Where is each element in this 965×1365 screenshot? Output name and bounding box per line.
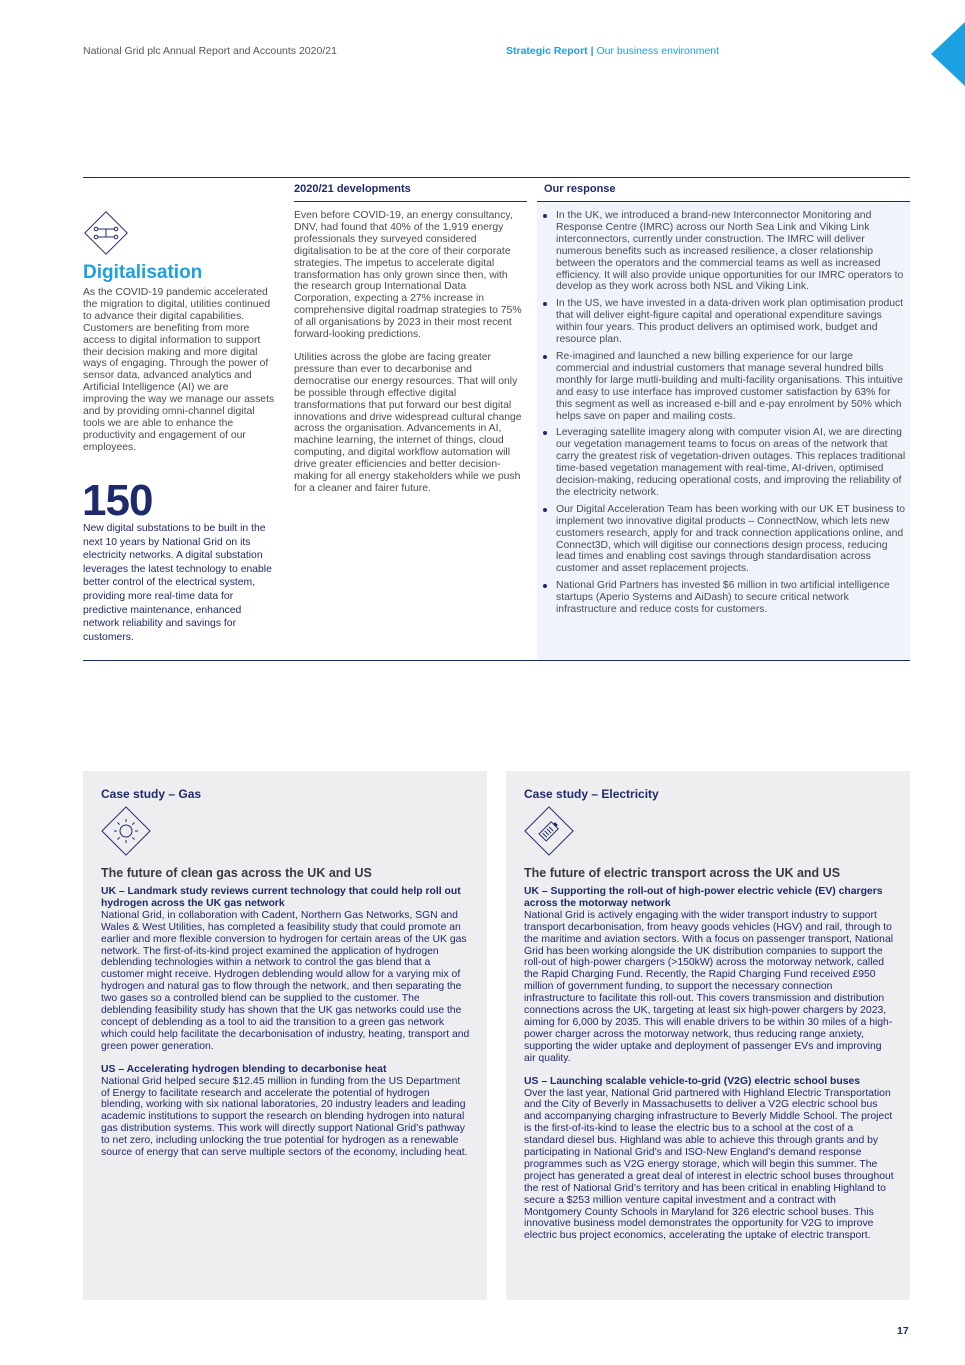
- case-study-electricity: [506, 771, 910, 1300]
- case-elec-subheading: US – Launching scalable vehicle-to-grid (V2G) electric school buses: [524, 1075, 861, 1087]
- report-title: National Grid plc Annual Report and Accounts 2020/21: [83, 45, 337, 57]
- response-item: In the UK, we introduced a brand-new Interconnector Monitoring and Response Centre (IMRC) across our North Sea Link and Viking Link interconnectors, currently under construction. The IMRC will deliver numerous benefits such as increased resilience, a closer relationship between the operators and the commercial teams as well as increased efficiency. It will also provide unique opportunities for our IMRC operators to develop as they work across both NSL and Viking Link.: [541, 210, 906, 293]
- case-study-electricity-text: [524, 886, 894, 1253]
- case-elec-paragraph: National Grid is actively engaging with the wider transport industry to support transport decarbonisation, from heavy goods vehicles (HGV) and rail, through to the maritime and aviation sectors. With a focus on passenger transport, National Grid has been working alongside the UK distribution companies to support the roll-out of high-power chargers (>150kW) across the motorway network, called the Rapid Charging Fund. Recently, the Rapid Charging Fund received £950 million of government funding, to support the necessary connection infrastructure to facilitate this roll-out. This covers transmission and distribution connections across the UK, targeting at least six high-power chargers by 2023, aiming for 6,000 by 2035. This will enable drivers to be within 30 miles of a high-power charger across the motorway network, thus reducing range anxiety, supporting the wider uptake and deployment of passenger EVs and improving air quality.: [524, 909, 894, 1064]
- case-gas-paragraph: National Grid, in collaboration with Cadent, Northern Gas Networks, SGN and Wales & West Utilities, has completed a feasibility study that could promote an earlier and more flexible conversion to hydrogen for certain areas of the UK gas network. The first-of-its-kind project examined the application of hydrogen deblending technologies within a network to control the gas blend that a customer might receive. Hydrogen deblending would allow for a varying mix of hydrogen and natural gas to flow through the network, and then separating the two gases so a controlled blend can be supplied to the customer. The deblending feasibility study has shown that the UK gas networks could use the concept of deblending as a tool to aid the transition to a green gas network which could help facilitate the decarbonisation of industry, heating, transport and green power generation.: [101, 909, 470, 1052]
- response-item: Leveraging satellite imagery along with computer vision AI, we are directing our vegetation management teams to focus on areas of the network that carry the greatest risk of vegetation-driven outages. This replaces traditional time-based vegetation management with real-time, AI-driven, optimised decision-making, reducing operational costs, and improving the reliability of the electricity network.: [541, 427, 906, 498]
- breadcrumb-separator: |: [590, 45, 594, 57]
- column-header-response: Our response: [544, 183, 616, 195]
- response-item: Our Digital Acceleration Team has been working with our UK ET business to implement two innovative digital products – ConnectNow, which lets new customers research, apply for and track connection applications online, and Connect3D, which will digitise our connections design process, reducing lead times and enabling cost savings through standardisation across customer and asset replacement projects.: [541, 504, 906, 575]
- case-elec-subheading: UK – Supporting the roll-out of high-power electric vehicle (EV) chargers across the motorway network: [524, 886, 883, 909]
- response-item: Re-imagined and launched a new billing experience for our large commercial and industrial customers that manage several hundred bills monthly for large mutli-building and multi-facility organisations. This intuitive and easy to use interface has improved customer satisfaction by 63% for this segment as well as increased e-bill and e-pay enrolment by 50% which helps save on paper and mailing costs.: [541, 351, 906, 422]
- table-top-rule: [83, 177, 910, 178]
- substations-stat-description: New digital substations to be built in the next 10 years by National Grid on its electricity networks. A digital substation leverages the latest technology to enable better control of the electrical system, providing more real-time data for predictive maintenance, enhanced network reliability and savings for customers.: [83, 523, 272, 643]
- case-elec-paragraph: Over the last year, National Grid partnered with Highland Electric Transportation and the City of Beverly in Massachusetts to deliver a V2G electric school bus and accompanying charging infrastructure to Beverly Middle School. The project is the first-of-its-kind to lease the electric bus to a school at the cost of a standard diesel bus. Highland was able to achieve this through grants and by participating in National Grid’s and ISO-New England’s demand response programmes such as V2G energy storage, which will begin this summer. The project has generated a great deal of interest in electric school buses throughout the rest of National Grid’s territory and has been critical in enabling Highland to secure a $253 million venture capital investment and a contract with Montgomery County Schools in Maryland for 326 electric school buses. This innovative business model demonstrates the opportunity for V2G to improve electric bus project economics, accelerating the uptake of electric transport.: [524, 1087, 894, 1242]
- response-list: [541, 210, 906, 621]
- developments-paragraph: Utilities across the globe are facing greater pressure than ever to decarbonise and democratise our energy resources. That will only be possible through effective digital transformations that put forward our best digital innovations and drive widespread cultural change across the organisation. Advancements in AI, machine learning, the internet of things, cloud computing, and digital workflow automation will drive greater efficiencies and better decision-making for all energy stakeholders while we push for a cleaner and fairer future.: [294, 351, 522, 494]
- case-study-gas-text: [101, 886, 471, 1170]
- breadcrumb-subsection: Our business environment: [596, 45, 720, 57]
- sun-icon: [98, 803, 154, 859]
- case-gas-paragraph: National Grid helped secure $12.45 million in funding from the US Department of Energy to facilitate research and accelerate the potential of hydrogen blending, working with six national laboratories, 20 industry leaders and leading academic institutions to support the research on blending hydrogen into natural gas distribution systems. This work will directly support National Grid’s pathway to net zero, including unlocking the true potential for hydrogen as a renewable source of energy that can serve multiple sectors of the economy, including heat.: [101, 1075, 468, 1159]
- table-bottom-rule: [83, 660, 910, 661]
- battery-icon: [521, 803, 577, 859]
- substations-stat: 150: [82, 476, 153, 525]
- page-number: 17: [897, 1325, 909, 1337]
- digitalisation-title: Digitalisation: [83, 262, 203, 283]
- case-study-gas-label: Case study – Gas: [101, 787, 202, 801]
- response-item: National Grid Partners has invested $6 million in two artificial intelligence startups (Aperio Systems and AiDash) to secure critical network infrastructure and reduce costs for customers.: [541, 580, 906, 616]
- corner-tab-icon: [931, 22, 965, 86]
- case-gas-subheading: US – Accelerating hydrogen blending to decarbonise heat: [101, 1063, 387, 1075]
- response-item: In the US, we have invested in a data-driven work plan optimisation product that will deliver eight-figure capital and operational expenditure savings within four years. This product delivers an optimised work, budget and resource plan.: [541, 298, 906, 346]
- case-study-electricity-label: Case study – Electricity: [524, 787, 659, 801]
- digitalisation-body: As the COVID-19 pandemic accelerated the migration to digital, utilities continued to advance their digital capabilities. Customers are benefiting from more access to digital information to support their decision making and more digital ways of engaging. Through the power of sensor data, advanced analytics and Artificial Intelligence (AI) we are improving the way we manage our assets and by providing omni-channel digital tools we are able to enhance the productivity and engagement of our employees.: [83, 287, 275, 453]
- case-study-gas-title: The future of clean gas across the UK and US: [101, 866, 372, 880]
- column-header-developments: 2020/21 developments: [294, 183, 411, 195]
- developments-paragraph: Even before COVID-19, an energy consultancy, DNV, had found that 40% of the 1,919 energy professionals they surveyed considered digitalisation to be at the core of their corporate strategies. The impetus to accelerate digital transformation has only grown since then, with the research group International Data Corporation, expecting a 27% increase in comprehensive digital roadmap strategies to 75% of all organisations by 2023 in their most recent forward-looking predictions.: [294, 210, 522, 341]
- section-breadcrumb: [506, 45, 719, 57]
- case-study-gas: [83, 771, 487, 1300]
- header-rule-developments: [294, 201, 527, 202]
- case-gas-subheading: UK – Landmark study reviews current technology that could help roll out hydrogen across the UK gas network: [101, 886, 461, 909]
- developments-text: [294, 210, 522, 506]
- breadcrumb-section: Strategic Report: [506, 45, 588, 57]
- circuit-icon: [81, 208, 131, 258]
- case-study-electricity-title: The future of electric transport across the UK and US: [524, 866, 841, 880]
